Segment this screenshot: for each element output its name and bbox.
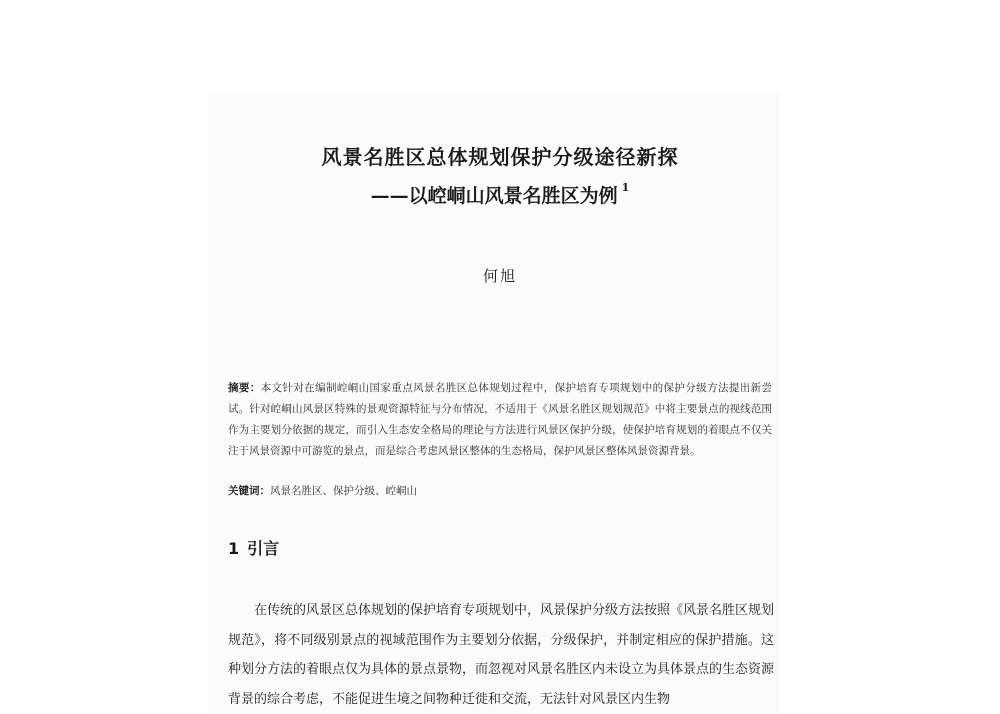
- section-title: 引言: [247, 539, 280, 558]
- section-heading: [228, 536, 279, 559]
- footnote-marker: 1: [621, 180, 630, 194]
- keywords: [228, 481, 772, 501]
- section-number: 1: [228, 539, 240, 558]
- abstract: [228, 378, 772, 462]
- paper-subtitle: [0, 181, 1000, 208]
- keywords-label: 关键词：: [228, 485, 270, 497]
- abstract-text: 本文针对在编制崆峒山国家重点风景名胜区总体规划过程中，保护培育专项规划中的保护分级方法提出新尝试。针对崆峒山风景区特殊的景观资源特征与分布情况，不适用于《风景名胜区规划规范》中将主要景点的视线范围作为主要划分依据的规定，而引入生态安全格局的理论与方法进行风景区保护分级，使保护培育规划的着眼点不仅关注于风景资源中可游览的景点，而是综合考虑风景区整体的生态格局，保护风景区整体风景资源背景。: [228, 382, 773, 457]
- body-paragraph: 在传统的风景区总体规划的保护培育专项规划中，风景保护分级方法按照《风景名胜区规划规范》，将不同级别景点的视域范围作为主要划分依据，分级保护，并制定相应的保护措施。这种划分方法的着眼点仅为具体的景点景物，而忽视对风景名胜区内未设立为具体景点的生态资源背景的综合考虑，不能促进生境之间物种迁徙和交流，无法针对风景区内生物: [228, 603, 775, 707]
- keywords-text: 风景名胜区、保护分级、崆峒山: [270, 485, 417, 497]
- abstract-label: 摘要：: [228, 382, 261, 394]
- subtitle-text: ——以崆峒山风景名胜区为例: [370, 185, 618, 207]
- paper-title: 风景名胜区总体规划保护分级途径新探: [321, 145, 679, 169]
- author-name: 何旭: [482, 267, 517, 285]
